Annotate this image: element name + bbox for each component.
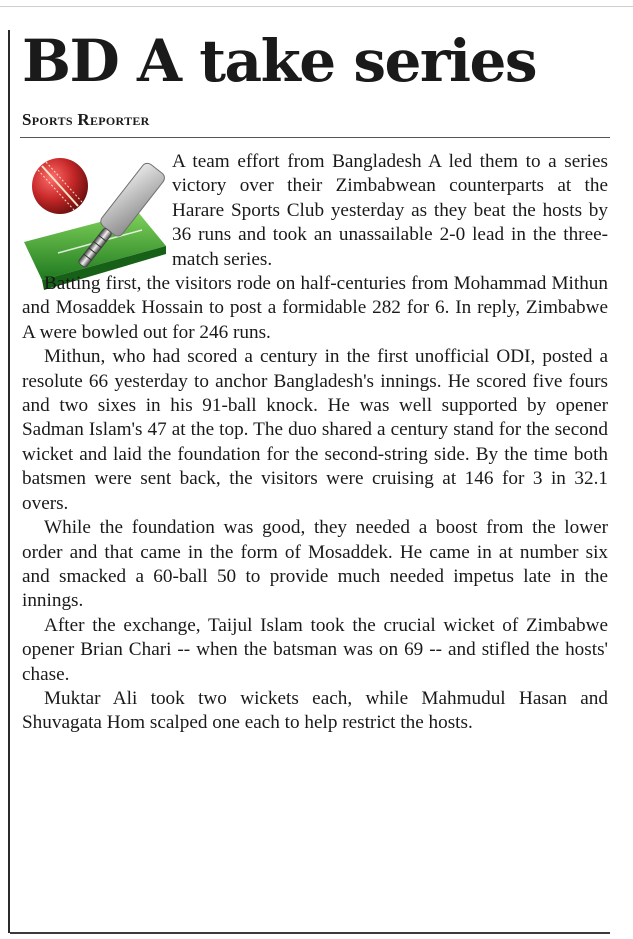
headline: BD A take series	[22, 27, 537, 95]
paragraph-5: After the exchange, Taijul Islam took the crucial wicket of Zimbabwe opener Brian Chari -- when the batsman was on 69 -- and stifled the hosts' chase.	[22, 614, 608, 685]
paragraph-1: A team effort from Bangladesh A led them to a series victory over their Zimbabwean counterparts at the Harare Sports Club yesterday as they beat the hosts by 36 runs and took an unassailable 2-0 lead in the three-match series.	[172, 151, 608, 270]
paragraph-3: Mithun, who had scored a century in the first unofficial ODI, posted a resolute 66 yesterday to anchor Bangladesh's innings. He scored five fours and two sixes in his 91-ball knock. He was well supported by opener Sadman Islam's 47 at the top. The duo shared a century stand for the second wicket and laid the foundation for the second-string side. By the time both batsmen were sent back, the visitors were cruising at 146 for 3 in 32.1 overs.	[22, 346, 608, 514]
article-body	[22, 150, 608, 736]
paragraph-2: Batting first, the visitors rode on half-centuries from Mohammad Mithun and Mosaddek Hossain to post a formidable 282 for 6. In reply, Zimbabwe A were bowled out for 246 runs.	[22, 273, 608, 343]
paragraph-4: While the foundation was good, they needed a boost from the lower order and that came in the form of Mosaddek. He came in at number six and smacked a 60-ball 50 to provide much needed impetus late in the innings.	[22, 517, 608, 612]
bottom-border	[10, 932, 610, 934]
left-column-rule	[8, 30, 10, 933]
top-border	[0, 6, 633, 7]
byline-divider	[20, 137, 610, 138]
byline: Sports Reporter	[22, 110, 150, 129]
paragraph-6: Muktar Ali took two wickets each, while Mahmudul Hasan and Shuvagata Hom scalped one each to help restrict the hosts.	[22, 687, 608, 734]
